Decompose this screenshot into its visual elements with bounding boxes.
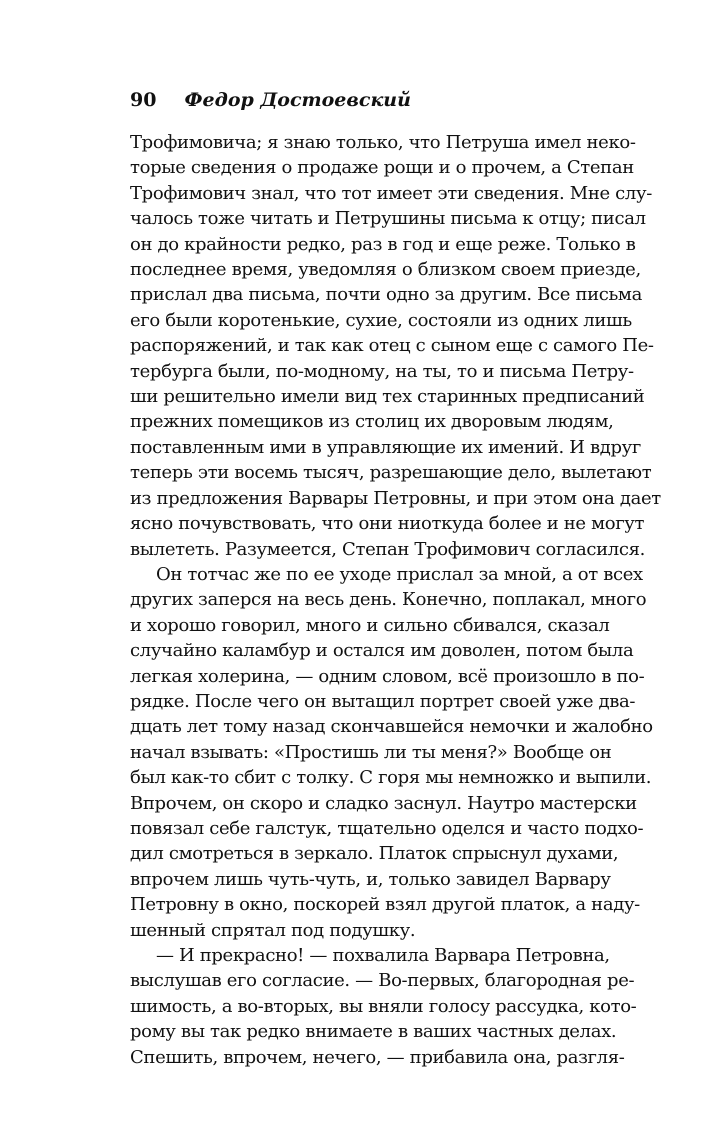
text-line: — И прекрасно! — похвалила Варвара Петровна, bbox=[156, 945, 610, 966]
text-line: торые сведения о продаже рощи и о прочем, а Степан bbox=[130, 157, 634, 179]
text-line: рому вы так редко внимаете в ваших частных делах. bbox=[130, 1021, 617, 1043]
text-line: случайно каламбур и остался им доволен, потом была bbox=[130, 640, 634, 662]
text-line: впрочем лишь чуть-чуть, и, только завидел Варвару bbox=[130, 868, 611, 890]
text-line: Трофимовича; я знаю только, что Петруша имел неко- bbox=[130, 132, 636, 153]
text-line: вылететь. Разумеется, Степан Трофимович согласился. bbox=[130, 538, 645, 560]
text-line: его были коротенькие, сухие, состояли из одних лишь bbox=[130, 309, 632, 331]
text-line: легкая холерина, — одним словом, всё произошло в по- bbox=[130, 665, 645, 687]
text-line: прислал два письма, почти одно за другим. Все письма bbox=[130, 284, 642, 306]
text-line: прежних помещиков из столиц их дворовым людям, bbox=[130, 411, 614, 433]
text-line: других заперся на весь день. Конечно, поплакал, много bbox=[130, 589, 647, 611]
text-line: Спешить, впрочем, нечего, — прибавила она, разгля- bbox=[130, 1046, 625, 1068]
text-line: Трофимович знал, что тот имеет эти сведения. Мне слу- bbox=[130, 182, 652, 204]
text-line: он до крайности редко, раз в год и еще реже. Только в bbox=[130, 233, 636, 255]
page-header bbox=[130, 88, 411, 112]
text-line: тербурга были, по-модному, на ты, то и письма Петру- bbox=[130, 360, 634, 382]
text-line: Впрочем, он скоро и сладко заснул. Наутро мастерски bbox=[130, 792, 637, 814]
text-line: дцать лет тому назад скончавшейся немочки и жалобно bbox=[130, 716, 653, 738]
text-line: и хорошо говорил, много и сильно сбивался, сказал bbox=[130, 614, 610, 636]
page-body-text bbox=[130, 130, 661, 1070]
text-line: Он тотчас же по ее уходе прислал за мной, а от всех bbox=[156, 563, 643, 585]
running-title: Федор Достоевский bbox=[184, 89, 411, 111]
text-line: чалось тоже читать и Петрушины письма к отцу; писал bbox=[130, 208, 646, 230]
text-line: распоряжений, и так как отец с сыном еще с самого Пе- bbox=[130, 335, 654, 357]
text-line: шенный спрятал под подушку. bbox=[130, 919, 416, 941]
text-line: дил смотреться в зеркало. Платок спрыснул духами, bbox=[130, 843, 619, 865]
text-line: шимость, а во-вторых, вы вняли голосу рассудка, кото- bbox=[130, 995, 637, 1017]
text-line: теперь эти восемь тысяч, разрешающие дело, вылетают bbox=[130, 462, 652, 484]
text-line: ши решительно имели вид тех старинных предписаний bbox=[130, 386, 645, 408]
text-line: выслушав его согласие. — Во-первых, благородная ре- bbox=[130, 970, 635, 992]
text-line: рядке. После чего он вытащил портрет своей уже два- bbox=[130, 690, 636, 712]
text-line: ясно почувствовать, что они ниоткуда более и не могут bbox=[130, 513, 645, 535]
text-line: поставленным ими в управляющие их имений. И вдруг bbox=[130, 436, 641, 458]
text-line: Петровну в окно, поскорей взял другой платок, а наду- bbox=[130, 894, 640, 916]
text-line: повязал себе галстук, тщательно оделся и часто подхо- bbox=[130, 817, 644, 839]
text-line: начал взывать: «Простишь ли ты меня?» Вообще он bbox=[130, 741, 612, 763]
page-number: 90 bbox=[130, 89, 157, 111]
text-line: из предложения Варвары Петровны, и при этом она дает bbox=[130, 487, 661, 509]
text-line: последнее время, уведомляя о близком своем приезде, bbox=[130, 259, 641, 281]
text-line: был как-то сбит с толку. С горя мы немножко и выпили. bbox=[130, 767, 652, 789]
